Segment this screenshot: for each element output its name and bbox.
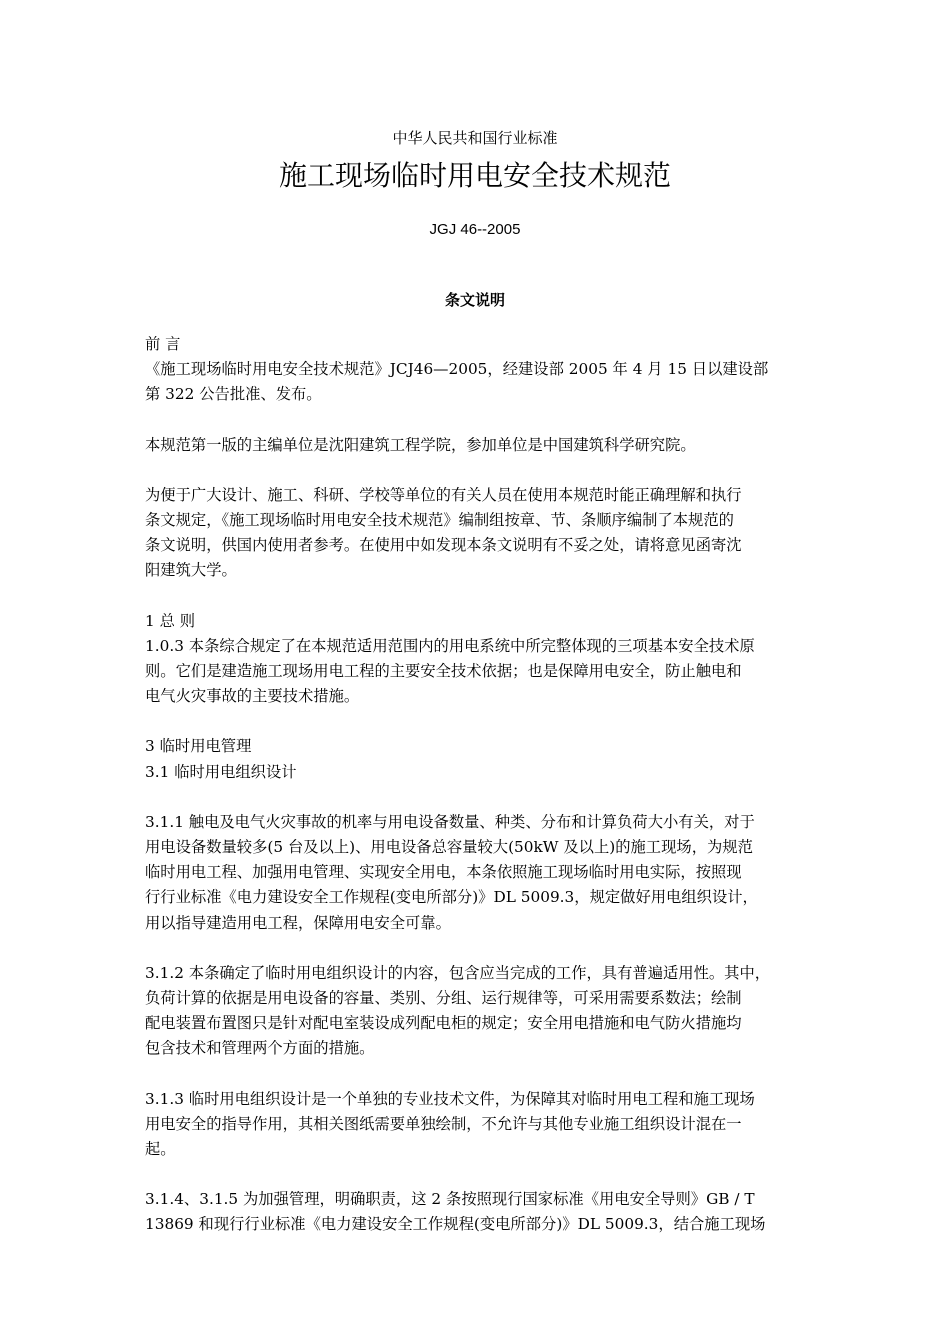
clause-3-1-4-line: 13869 和现行行业标准《电力建设安全工作规程(变电所部分)》DL 5009.3，结合施工现场 [145,1215,766,1234]
section-heading: 条文说明 [444,291,505,309]
standard-category: 中华人民共和国行业标准 [392,129,558,147]
clause-3-1-2-line: 包含技术和管理两个方面的措施。 [145,1039,375,1058]
clause-3-1-2-line: 负荷计算的依据是用电设备的容量、类别、分组、运行规律等，可采用需要系数法；绘制 [145,989,742,1008]
preface-para1-line: 第 322 公告批准、发布。 [145,385,322,404]
clause-3-1-4-line: 3.1.4、3.1.5 为加强管理，明确职责，这 2 条按照现行国家标准《用电安全导则》GB / T [145,1190,755,1209]
preface-para3-line: 阳建筑大学。 [145,561,237,580]
clause-3-1-2-line: 配电装置布置图只是针对配电室装设成列配电柜的规定；安全用电措施和电气防火措施均 [145,1014,742,1033]
clause-3-1-1-line: 3.1.1 触电及电气火灾事故的机率与用电设备数量、种类、分布和计算负荷大小有关，对于 [145,812,755,831]
preface-para1-line: 《施工现场临时用电安全技术规范》JCJ46—2005，经建设部 2005 年 4 月 15 日以建设部 [145,360,769,379]
chapter1-para-line: 电气火灾事故的主要技术措施。 [145,687,360,706]
clause-3-1-3-line: 起。 [145,1140,176,1159]
preface-para2-line: 本规范第一版的主编单位是沈阳建筑工程学院，参加单位是中国建筑科学研究院。 [145,435,696,454]
preface-para3-line: 条文说明，供国内使用者参考。在使用中如发现本条文说明有不妥之处，请将意见函寄沈 [145,536,742,555]
chapter3-heading: 3 临时用电管理 [145,737,252,756]
clause-3-1-1-line: 临时用电工程、加强用电管理、实现安全用电，本条依照施工现场临时用电实际，按照现 [145,863,742,882]
clause-3-1-3-line: 用电安全的指导作用，其相关图纸需要单独绘制，不允许与其他专业施工组织设计混在一 [145,1114,742,1133]
clause-3-1-1-line: 行行业标准《电力建设安全工作规程(变电所部分)》DL 5009.3，规定做好用电组织设计， [145,888,758,907]
standard-code: JGJ 46--2005 [429,221,521,238]
clause-3-1-3-line: 3.1.3 临时用电组织设计是一个单独的专业技术文件，为保障其对临时用电工程和施工现场 [145,1089,755,1108]
clause-3-1-2-line: 3.1.2 本条确定了临时用电组织设计的内容，包含应当完成的工作，具有普遍适用性。其中， [145,963,771,982]
preface-para3-line: 条文规定，《施工现场临时用电安全技术规范》编制组按章、节、条顺序编制了本规范的 [145,511,734,530]
chapter1-para-line: 则。它们是建造施工现场用电工程的主要安全技术依据；也是保障用电安全，防止触电和 [145,662,742,681]
chapter1-para-line: 1.0.3 本条综合规定了在本规范适用范围内的用电系统中所完整体现的三项基本安全技术原 [145,636,755,655]
document-title: 施工现场临时用电安全技术规范 [278,159,671,192]
document-body [145,332,820,1238]
chapter1-heading: 1 总 则 [145,611,196,630]
preface-heading: 前 言 [145,335,181,353]
section-3-1-heading: 3.1 临时用电组织设计 [145,762,297,781]
preface-para3-line: 为便于广大设计、施工、科研、学校等单位的有关人员在使用本规范时能正确理解和执行 [145,485,742,504]
clause-3-1-1-line: 用电设备数量较多(5 台及以上)、用电设备总容量较大(50kW 及以上)的施工现场，为规范 [145,838,753,857]
clause-3-1-1-line: 用以指导建造用电工程，保障用电安全可靠。 [145,913,451,932]
